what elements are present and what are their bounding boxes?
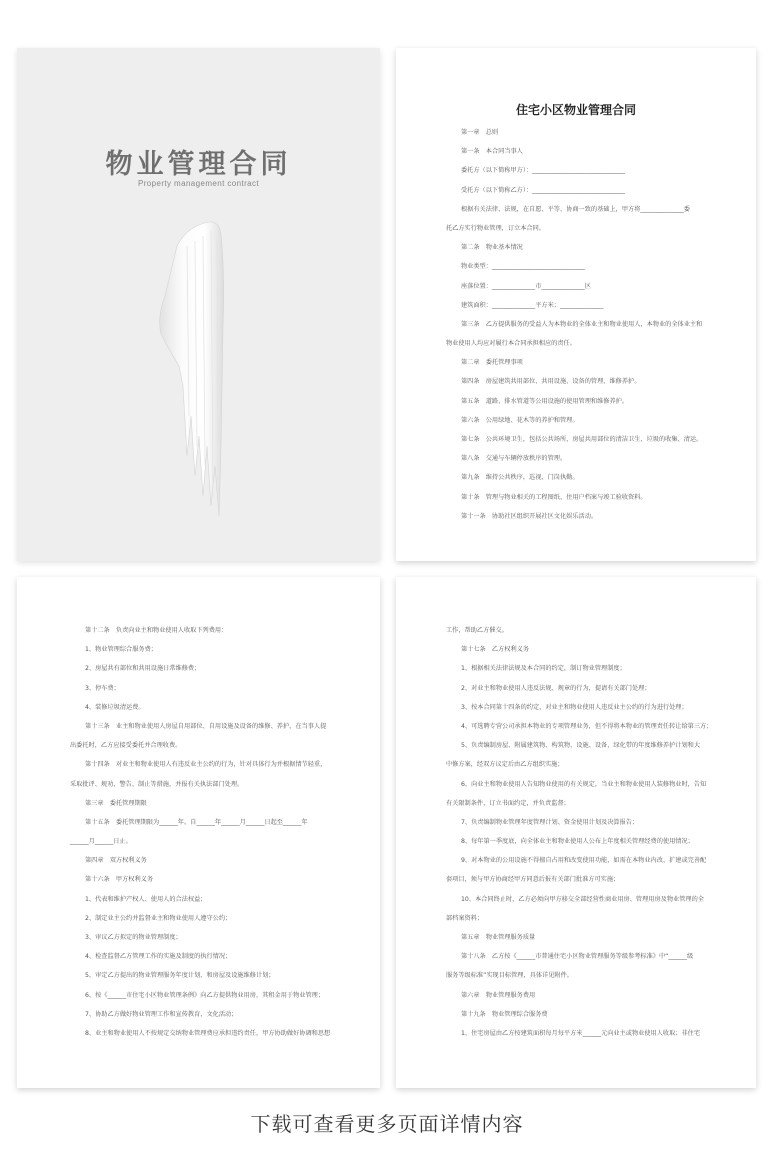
text-line: 第九条 维持公共秩序，巡视、门岗执勤。 xyxy=(461,474,579,482)
text-line: 物业类型：______________________________ xyxy=(461,263,585,271)
text-line: 委托方（以下简称甲方）：______________________________ xyxy=(461,167,625,175)
text-line: 1、代表和维护产权人、使用人的合法权益； xyxy=(85,895,207,903)
text-line: 1、住宅房屋由乙方按建筑面积每月每平方米______元向业主或物业使用人收取；非住宅 xyxy=(461,1029,701,1037)
text-line: 托乙方实行物业管理，订立本合同。 xyxy=(446,224,545,232)
text-line: 2、制定业主公约并监督业主和物业使用人遵守公约； xyxy=(85,914,232,922)
text-line: ______月______日止。 xyxy=(70,838,132,846)
paint-stroke-image xyxy=(147,216,237,516)
text-line: 第五章 物业管理服务质量 xyxy=(461,934,536,941)
text-line: 第二章 委托管理事项 xyxy=(461,359,523,367)
text-line: 中修方案，经双方议定后由乙方组织实施； xyxy=(446,761,564,769)
text-line: 8、业主和物业使用人不按规定交纳物业管理费应承担违约责任，甲方协助做好协调和思想 xyxy=(85,1029,331,1037)
cover-page xyxy=(17,48,380,561)
text-line: 第十八条 乙方按《______市普通住宅小区物业管理服务等级参考标准》中“______级 xyxy=(461,953,694,961)
text-line: 第十四条 对业主和物业使用人有违反业主公约的行为，针对具体行为并根据情节轻重， xyxy=(85,761,327,769)
text-line: 2、对业主和物业使用人违反法规、规章的行为，提请有关部门处理； xyxy=(461,684,651,692)
text-line: 第十条 管理与物业相关的工程图纸、住用户档案与竣工验收资料。 xyxy=(461,493,647,501)
text-line: 1、根据相关法律法规及本合同的约定，制订物业管理制度； xyxy=(461,665,626,673)
text-line: 5、负责编制房屋、附属建筑物、构筑物、设施、设备，绿化带的年度维修养护计划和大 xyxy=(461,742,701,750)
text-line: 采取批评、规劝、警告、制止等措施，并报有关执法部门处理。 xyxy=(70,780,244,788)
text-line: 6、按《______市住宅小区物业管理条例》向乙方提供物业用房，其租金用于物业管理； xyxy=(85,991,325,999)
text-line: 3、停车费； xyxy=(85,684,120,692)
document-title: 住宅小区物业管理合同 xyxy=(515,103,636,117)
text-line: 3、按本合同第十四条的约定，对业主和物业使用人违反业主公约的行为进行处理； xyxy=(461,703,688,711)
text-line: 第十三条 业主和物业使用人房屋自用部位、自用设施及设备的维修、养护，在当事人提 xyxy=(85,722,327,730)
text-line: 根据有关法律、法规，在自愿、平等、协商一致的基础上，甲方将______________委 xyxy=(461,205,690,213)
text-line: 第十六条 甲方权利义务 xyxy=(85,876,154,884)
page-3-text xyxy=(446,621,712,1043)
text-line: 4、装修垃圾清运费。 xyxy=(85,703,145,711)
document-page-2 xyxy=(17,577,380,1088)
download-hint: 下载可查看更多页面详情内容 xyxy=(250,1112,524,1136)
text-line: 第三条 乙方提供服务的受益人为本物业的全体业主和物业使用人，本物业的全体业主和 xyxy=(461,320,703,328)
text-line: 4、检查监督乙方管理工作的实施及制度的执行情况； xyxy=(85,953,232,961)
text-line: 第十一条 协助社区组织开展社区文化娱乐活动。 xyxy=(461,512,598,520)
text-line: 物业使用人均应对履行本合同承担相应的责任。 xyxy=(446,340,576,348)
text-line: 第五条 道路、排水管道等公用设施的使用管理和维修养护。 xyxy=(461,397,629,405)
cover-title: 物业管理合同 xyxy=(105,149,292,180)
text-line: 1、物业管理综合服务费； xyxy=(85,646,157,654)
page-1-text xyxy=(446,123,702,526)
text-line: 5、审定乙方提出的物业管理服务年度计划、和房屋及设施维修计划； xyxy=(85,972,275,980)
text-line: 4、可选聘专营公司承担本物业的专项管理业务，但不得将本物业的管理责任转让给第三方； xyxy=(461,722,713,730)
text-line: 第一章 总则 xyxy=(461,129,499,136)
text-line: 第六条 公用绿地、花木等的养护和管理。 xyxy=(461,416,579,424)
text-line: 7、负责编制物业管理年度管理计划、资金使用计划及决算报告； xyxy=(461,818,639,826)
text-line: 第十二条 负责向业主和物业使用人收取下列费用： xyxy=(85,627,228,634)
text-line: 服务等级标准”实现目标管理，具体详见附件。 xyxy=(446,972,573,980)
text-line: 第二条 物业基本情况 xyxy=(461,244,523,252)
text-line: 第八条 交通与车辆停放秩序的管理。 xyxy=(461,455,567,463)
text-line: 9、对本物业的公用设施不得擅自占用和改变使用功能，如需在本物业内改、扩建或完善配 xyxy=(461,857,707,865)
text-line: 受托方（以下简称乙方）：______________________________ xyxy=(461,186,625,194)
text-line: 座落位置：______________市______________区 xyxy=(461,282,591,290)
text-line: 出委托时，乙方应接受委托并合理收费。 xyxy=(70,742,182,750)
text-line: 第三章 委托管理期限 xyxy=(85,799,147,807)
text-line: 第十五条 委托管理期限为______年。自______年______月______日起至______年 xyxy=(85,818,308,826)
text-line: 建筑面积：______________平方米；______________ xyxy=(461,301,604,309)
cover-subtitle: Property management contract xyxy=(137,179,260,188)
text-line: 第四章 双方权利义务 xyxy=(85,857,147,865)
document-page-3 xyxy=(396,577,756,1088)
text-line: 3、审议乙方拟定的物业管理制度； xyxy=(85,934,182,941)
text-line: 套项目，须与甲方协商经甲方同意后报有关部门批准方可实施； xyxy=(446,876,620,884)
document-page-1 xyxy=(396,48,756,561)
text-line: 第十七条 乙方权利义务 xyxy=(461,646,530,654)
text-line: 10、本合同终止时，乙方必须向甲方移交全部经营性商业用房、管理用房及物业管理的全 xyxy=(461,895,704,903)
text-line: 部档案资料； xyxy=(446,914,484,922)
text-line: 第七条 公共环境卫生，包括公共场所、房屋共用部位的清洁卫生、垃圾的收集、清运。 xyxy=(461,436,703,443)
page-2-text xyxy=(70,621,330,1043)
text-line: 第四条 房屋建筑共用部位、共用设施、设备的管理、维修养护。 xyxy=(461,378,641,386)
text-line: 8、每年第一季度底，向全体业主和物业使用人公布上年度相关管理经费的使用情况； xyxy=(461,838,694,846)
text-line: 7、协助乙方做好物业管理工作和宣传教育、文化活动； xyxy=(85,1010,238,1018)
text-line: 工作，帮助乙方催交。 xyxy=(446,627,508,634)
text-line: 6、向业主和物业使用人告知物业使用的有关规定，当业主和物业使用人装修物业时，告知 xyxy=(461,780,707,788)
text-line: 第六章 物业管理服务费用 xyxy=(461,991,536,999)
text-line: 第十九条 物业管理综合服务费 xyxy=(461,1010,548,1018)
text-line: 有关限制条件，订立书面约定，并负责监督； xyxy=(446,799,570,807)
text-line: 第一条 本合同当事人 xyxy=(461,148,523,156)
text-line: 2、房屋共有部位和共用设施日常维修费； xyxy=(85,665,201,673)
